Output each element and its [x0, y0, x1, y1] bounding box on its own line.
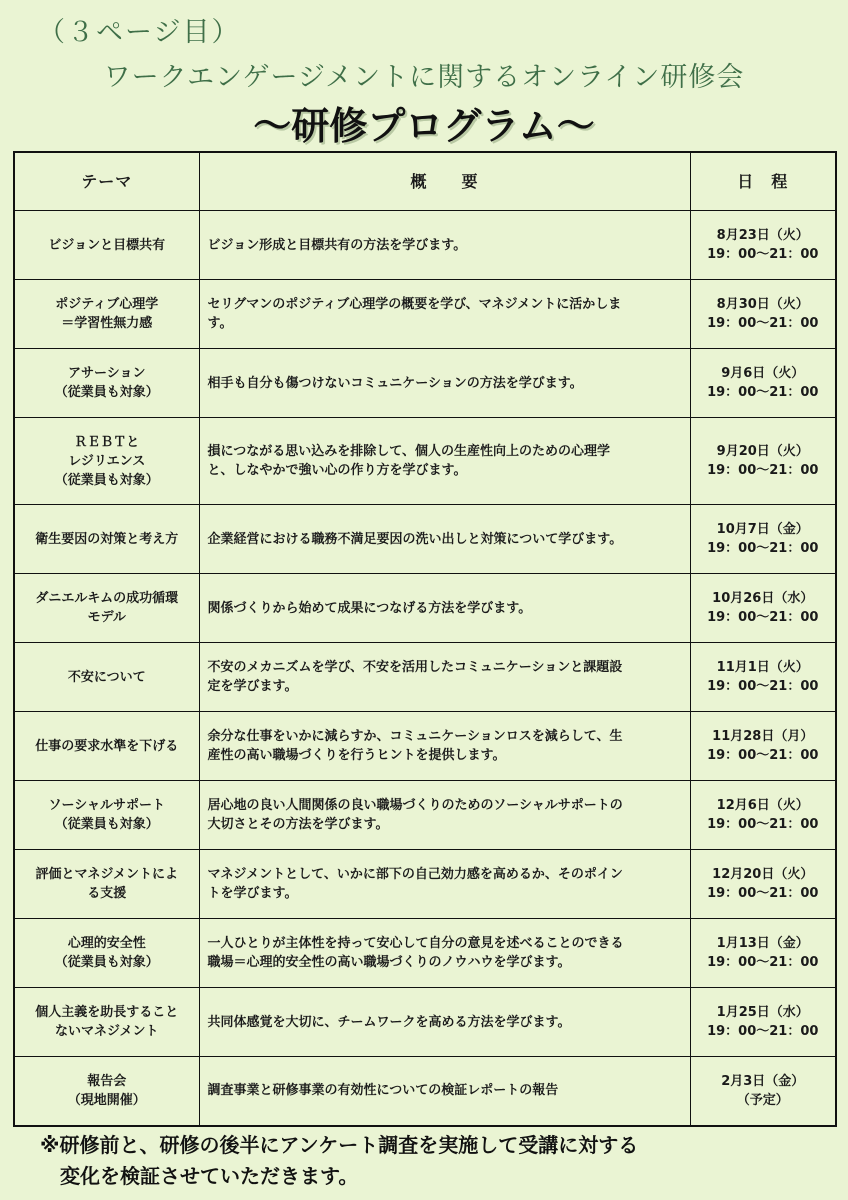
date-cell-line: 19：00〜21：00: [707, 679, 819, 694]
theme-cell-line: （従業員も対象）: [54, 955, 159, 970]
date-cell-line: 19：00〜21：00: [707, 817, 819, 832]
theme-cell-line: 不安について: [67, 669, 146, 685]
date-cell-line: 19：00〜21：00: [707, 385, 819, 400]
summary-cell-line: 大切さとその方法を学びます。: [207, 817, 389, 832]
theme-cell: [14, 643, 199, 712]
date-cell: [690, 574, 836, 643]
theme-cell-line: 心理的安全性: [67, 936, 146, 951]
date-cell: [690, 211, 836, 280]
summary-cell-line: 損につながる思い込みを排除して、個人の生産性向上のための心理学: [207, 444, 610, 459]
theme-cell: [14, 418, 199, 505]
theme-cell: [14, 280, 199, 349]
theme-cell-line: ＲＥＢＴと: [74, 434, 140, 450]
page-subtitle: ワークエンゲージメントに関するオンライン研修会: [103, 62, 745, 93]
theme-cell: [14, 850, 199, 919]
summary-cell-line: 共同体感覚を大切に、チームワークを高める方法を学びます。: [207, 1014, 571, 1030]
table-row: [14, 850, 836, 919]
theme-cell-line: る支援: [87, 886, 127, 901]
table-row: [14, 505, 836, 574]
summary-cell-line: 産性の高い職場づくりを行うヒントを提供します。: [207, 748, 506, 763]
date-cell-line: 1月13日（金）: [716, 936, 809, 951]
summary-cell-line: 職場＝心理的安全性の高い職場づくりのノウハウを学びます。: [207, 955, 571, 970]
summary-cell-line: 相手も自分も傷つけないコミュニケーションの方法を学びます。: [207, 375, 583, 391]
summary-cell-line: 企業経営における職務不満足要因の洗い出しと対策について学びます。: [207, 531, 623, 547]
theme-cell-line: ダニエルキムの成功循環: [35, 591, 179, 606]
date-cell-line: 19：00〜21：00: [707, 463, 819, 478]
page-number-label: （３ページ目）: [38, 17, 241, 48]
theme-cell-line: 個人主義を助長すること: [35, 1005, 179, 1020]
theme-cell-line: 評価とマネジメントによ: [35, 867, 179, 882]
theme-cell-line: （従業員も対象）: [54, 472, 159, 488]
theme-cell-line: （従業員も対象）: [54, 817, 159, 832]
date-cell-line: 19：00〜21：00: [707, 748, 819, 763]
theme-cell-line: レジリエンス: [68, 453, 146, 469]
date-cell-line: 11月28日（月）: [712, 729, 814, 744]
summary-cell-line: 不安のメカニズムを学び、不安を活用したコミュニケーションと課題設: [207, 660, 623, 675]
date-cell-line: 11月1日（火）: [716, 660, 809, 675]
date-cell-line: 19：00〜21：00: [707, 886, 819, 901]
theme-cell-line: ソーシャルサポート: [48, 798, 165, 813]
date-cell: [690, 1057, 836, 1126]
theme-cell-line: 報告会: [87, 1073, 127, 1089]
theme-cell: [14, 574, 199, 643]
header-summary: 概 要: [199, 152, 690, 211]
date-cell-line: 10月26日（水）: [712, 591, 814, 606]
date-cell: [690, 280, 836, 349]
footnote-line-1: ※研修前と、研修の後半にアンケート調査を実施して受講に対する: [40, 1133, 639, 1157]
date-cell-line: 9月6日（火）: [721, 366, 805, 381]
table-row: [14, 280, 836, 349]
date-cell-line: 2月3日（金）: [721, 1073, 805, 1089]
table-row: [14, 349, 836, 418]
theme-cell-line: （現地開催）: [67, 1092, 146, 1108]
summary-cell-line: 調査事業と研修事業の有効性についての検証レポートの報告: [207, 1083, 559, 1099]
summary-cell-line: 居心地の良い人間関係の良い職場づくりのためのソーシャルサポートの: [207, 798, 623, 813]
summary-cell: [199, 1057, 690, 1126]
date-cell-line: 12月20日（火）: [712, 867, 814, 882]
date-cell-line: 8月23日（火）: [716, 228, 809, 243]
table-row: [14, 211, 836, 280]
theme-cell-line: 仕事の要求水準を下げる: [35, 738, 179, 754]
table-row: [14, 988, 836, 1057]
table-row: [14, 418, 836, 505]
header-theme: テーマ: [14, 152, 199, 211]
summary-cell: [199, 643, 690, 712]
program-table: [13, 151, 837, 1127]
summary-cell-line: マネジメントとして、いかに部下の自己効力感を高めるか、そのポイン: [207, 867, 623, 882]
summary-cell-line: セリグマンのポジティブ心理学の概要を学び、マネジメントに活かしま: [207, 297, 622, 312]
table-header-row: [14, 152, 836, 211]
theme-cell-line: 衛生要因の対策と考え方: [35, 531, 179, 547]
summary-cell-line: す。: [207, 316, 233, 331]
date-cell-line: 12月6日（火）: [716, 798, 809, 813]
date-cell: [690, 505, 836, 574]
theme-cell: [14, 1057, 199, 1126]
summary-cell: [199, 712, 690, 781]
date-cell: [690, 643, 836, 712]
date-cell-line: 19：00〜21：00: [707, 247, 819, 262]
theme-cell-line: モデル: [87, 610, 126, 625]
theme-cell-line: ビジョンと目標共有: [48, 237, 166, 253]
footnote: [40, 1130, 638, 1192]
date-cell-line: 19：00〜21：00: [707, 955, 819, 970]
date-cell: [690, 850, 836, 919]
header-date: 日 程: [690, 152, 836, 211]
theme-cell-line: （従業員も対象）: [54, 385, 159, 400]
summary-cell: [199, 850, 690, 919]
theme-cell-line: アサーション: [68, 366, 146, 381]
date-cell-line: 19：00〜21：00: [707, 541, 819, 556]
date-cell: [690, 781, 836, 850]
table-row: [14, 712, 836, 781]
summary-cell-line: トを学びます。: [207, 886, 298, 901]
theme-cell: [14, 988, 199, 1057]
summary-cell: [199, 418, 690, 505]
date-cell-line: 19：00〜21：00: [707, 610, 819, 625]
theme-cell: [14, 712, 199, 781]
date-cell-line: 19：00〜21：00: [707, 316, 819, 331]
summary-cell: [199, 919, 690, 988]
summary-cell-line: と、しなやかで強い心の作り方を学びます。: [207, 463, 467, 478]
date-cell: [690, 712, 836, 781]
theme-cell: [14, 211, 199, 280]
summary-cell: [199, 280, 690, 349]
page-title: 〜研修プログラム〜: [253, 104, 595, 148]
summary-cell: [199, 505, 690, 574]
theme-cell: [14, 781, 199, 850]
date-cell-line: （予定）: [736, 1092, 789, 1108]
theme-cell-line: ポジティブ心理学: [55, 297, 159, 312]
date-cell: [690, 919, 836, 988]
summary-cell: [199, 988, 690, 1057]
date-cell-line: 8月30日（火）: [716, 297, 809, 312]
date-cell-line: 19：00〜21：00: [707, 1024, 819, 1039]
theme-cell: [14, 919, 199, 988]
summary-cell-line: 余分な仕事をいかに減らすか、コミュニケーションロスを減らして、生: [207, 729, 623, 744]
table-row: [14, 643, 836, 712]
summary-cell-line: 一人ひとりが主体性を持って安心して自分の意見を述べることのできる: [207, 936, 624, 951]
summary-cell: [199, 349, 690, 418]
theme-cell-line: ＝学習性無力感: [61, 316, 153, 331]
date-cell-line: 10月7日（金）: [716, 522, 809, 537]
table-body: [14, 211, 836, 1126]
date-cell: [690, 349, 836, 418]
theme-cell-line: ないマネジメント: [54, 1024, 159, 1039]
date-cell: [690, 418, 836, 505]
summary-cell: [199, 211, 690, 280]
footnote-line-2: 変化を検証させていただきます。: [60, 1164, 359, 1188]
summary-cell-line: 関係づくりから始めて成果につなげる方法を学びます。: [207, 600, 532, 616]
date-cell-line: 1月25日（水）: [716, 1005, 809, 1020]
date-cell-line: 9月20日（火）: [716, 444, 809, 459]
summary-cell: [199, 574, 690, 643]
date-cell: [690, 988, 836, 1057]
theme-cell: [14, 349, 199, 418]
table-row: [14, 574, 836, 643]
summary-cell-line: ビジョン形成と目標共有の方法を学びます。: [207, 237, 467, 253]
summary-cell-line: 定を学びます。: [207, 679, 298, 694]
table-row: [14, 919, 836, 988]
table-row: [14, 781, 836, 850]
summary-cell: [199, 781, 690, 850]
theme-cell: [14, 505, 199, 574]
table-row: [14, 1057, 836, 1126]
